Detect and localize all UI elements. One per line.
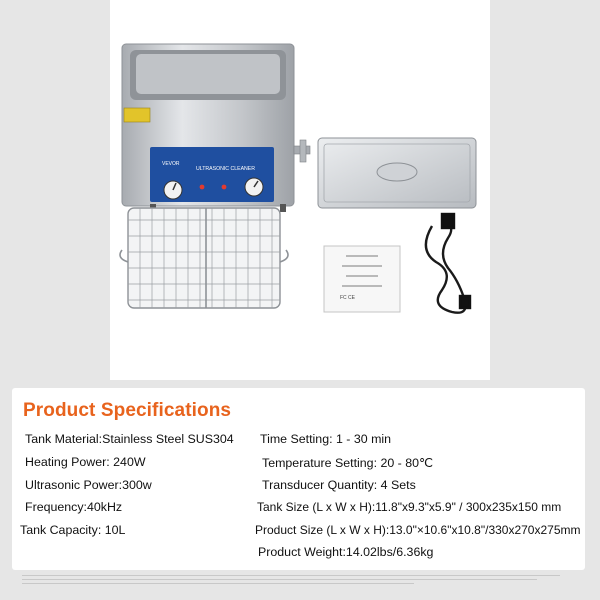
user-manual [324,246,400,312]
spec-frequency: Frequency:40kHz [25,500,123,514]
spec-tank-capacity: Tank Capacity: 10L [20,523,126,537]
warning-label [124,108,150,122]
spec-product-size: Product Size (L x W x H):13.0"×10.6"x10.8"/330x270x275mm [255,523,581,537]
spec-transducer-quantity: Transducer Quantity: 4 Sets [262,478,416,492]
spec-heating-power: Heating Power: 240W [25,455,146,469]
lid-handle-icon [377,163,417,181]
spec-tank-size: Tank Size (L x W x H):11.8"x9.3"x5.9" / 300x235x150 mm [257,500,562,514]
spec-time-setting: Time Setting: 1 - 30 min [260,432,392,446]
power-cord-icon [426,214,470,313]
indicator-light-icon [200,185,205,190]
fine-print-disclaimer [22,574,582,584]
tank-lid [318,138,476,208]
brand-label: VEVOR [162,161,180,167]
spec-temperature-setting: Temperature Setting: 20 - 80℃ [262,456,433,470]
spec-ultrasonic-power: Ultrasonic Power:300w [25,478,152,492]
panel-label: ULTRASONIC CLEANER [196,166,255,172]
manual-marks: FC CE [340,295,355,301]
spec-tank-material: Tank Material:Stainless Steel SUS304 [25,432,234,446]
control-panel [150,147,274,202]
specifications-title: Product Specifications [23,400,232,421]
product-photo [110,0,490,380]
ultrasonic-cleaner-unit [122,44,310,212]
spec-product-weight: Product Weight:14.02lbs/6.36kg [258,545,434,559]
wire-basket [120,208,288,308]
product-illustration [110,0,490,380]
indicator-light-icon [222,185,227,190]
